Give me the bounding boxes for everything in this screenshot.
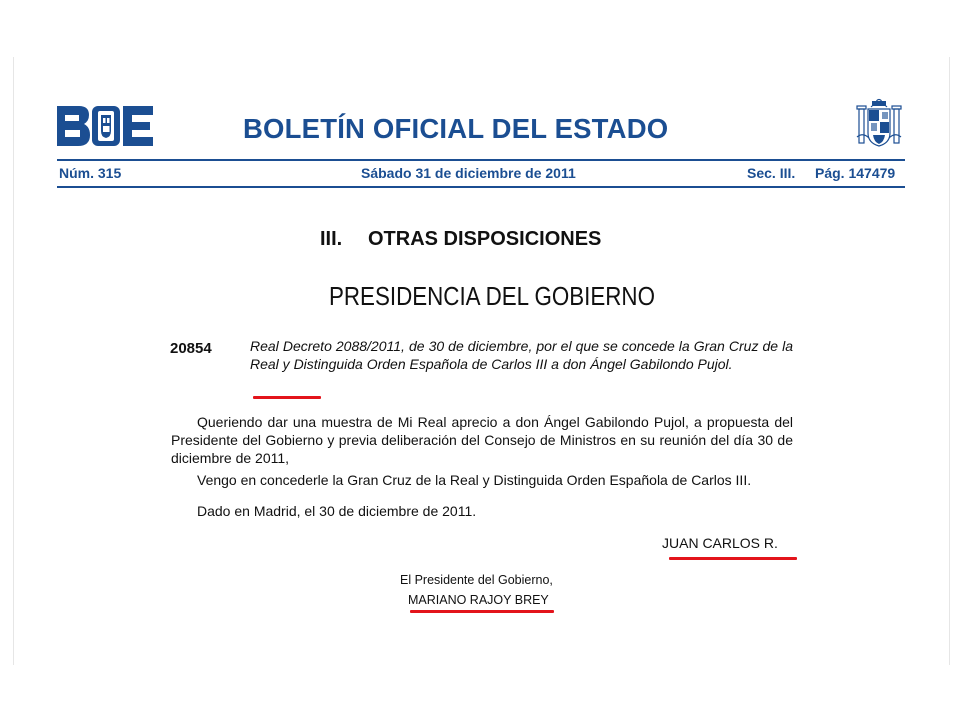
decree-number: 20854 bbox=[170, 340, 212, 357]
paragraph-grant: Vengo en concederle la Gran Cruz de la Real y Distinguida Orden Española de Carlos III. bbox=[197, 472, 752, 488]
decree-title: Real Decreto 2088/2011, de 30 de diciembre, por el que se concede la Gran Cruz de la Real y Distinguida Orden Española de Carlos III a don Ángel Gabilondo Pujol. bbox=[250, 338, 793, 372]
highlight-underline-signature bbox=[669, 557, 797, 560]
page-reference: Pág. 147479 bbox=[815, 165, 896, 181]
issue-number: Núm. 315 bbox=[59, 165, 122, 181]
coat-of-arms-icon bbox=[853, 97, 905, 151]
highlight-underline-countersign bbox=[410, 610, 554, 613]
masthead-title: BOLETÍN OFICIAL DEL ESTADO bbox=[243, 113, 669, 144]
king-signature: JUAN CARLOS R. bbox=[662, 535, 778, 551]
highlight-underline-gabilondo bbox=[253, 396, 321, 399]
countersign-name: MARIANO RAJOY BREY bbox=[408, 593, 549, 607]
section-reference: Sec. III. bbox=[747, 165, 796, 181]
ministry-heading: PRESIDENCIA DEL GOBIERNO bbox=[329, 281, 655, 311]
paragraph-dated: Dado en Madrid, el 30 de diciembre de 2011. bbox=[197, 503, 477, 519]
boe-logo-icon bbox=[57, 106, 153, 146]
header-bottom-rule bbox=[57, 186, 905, 188]
section-title: OTRAS DISPOSICIONES bbox=[368, 228, 602, 250]
paragraph-preamble: Queriendo dar una muestra de Mi Real aprecio a don Ángel Gabilondo Pujol, a propuesta del Presidente del Gobierno y previa deliberación del Consejo de Ministros en su reunión del día 30 de diciembre de 2011, bbox=[171, 414, 793, 466]
section-heading bbox=[320, 228, 601, 251]
countersign-title: El Presidente del Gobierno, bbox=[400, 573, 553, 587]
header-top-rule bbox=[57, 159, 905, 161]
issue-date: Sábado 31 de diciembre de 2011 bbox=[361, 165, 576, 181]
section-roman: III. bbox=[320, 228, 343, 250]
